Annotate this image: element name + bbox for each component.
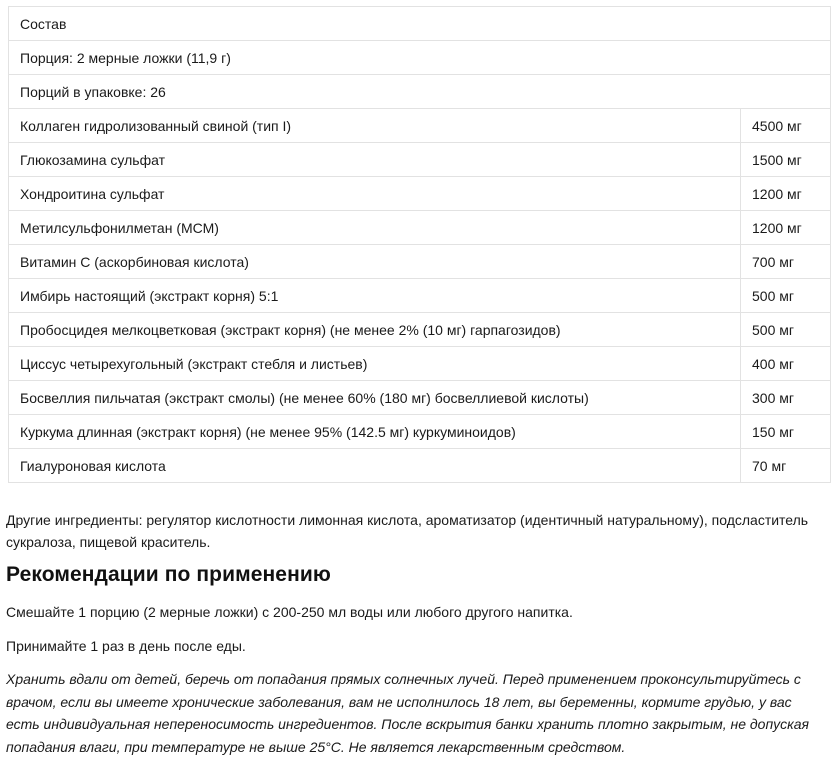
ingredient-amount: 500 мг — [741, 279, 831, 313]
composition-header-row — [9, 7, 831, 41]
storage-warning: Хранить вдали от детей, беречь от попадания прямых солнечных лучей. Перед применением проконсультируйтесь с врачом, если вы имеете хронические заболевания, вам не исполнилось 18 лет, вы беременны, кормите грудью, у вас есть индивидуальная непереносимость ингредиентов. После вскрытия банки хранить плотно закрытым, не допуская попадания влаги, при температуре не выше 25°С. Не является лекарственным средством. — [6, 671, 810, 755]
ingredient-name: Циссус четырехугольный (экстракт стебля и листьев) — [9, 347, 741, 381]
usage-step-frequency: Принимайте 1 раз в день после еды. — [6, 638, 246, 654]
ingredient-row — [9, 245, 831, 279]
ingredient-amount: 1200 мг — [741, 211, 831, 245]
ingredient-amount: 150 мг — [741, 415, 831, 449]
ingredient-name: Глюкозамина сульфат — [9, 143, 741, 177]
ingredient-name: Витамин С (аскорбиновая кислота) — [9, 245, 741, 279]
ingredient-amount: 700 мг — [741, 245, 831, 279]
ingredient-name: Пробосцидея мелкоцветковая (экстракт корня) (не менее 2% (10 мг) гарпагозидов) — [9, 313, 741, 347]
ingredient-row — [9, 109, 831, 143]
ingredient-name: Гиалуроновая кислота — [9, 449, 741, 483]
ingredient-name: Босвеллия пильчатая (экстракт смолы) (не менее 60% (180 мг) босвеллиевой кислоты) — [9, 381, 741, 415]
servings-per-pack-row — [9, 75, 831, 109]
ingredient-row — [9, 347, 831, 381]
ingredient-row — [9, 143, 831, 177]
composition-header: Состав — [9, 7, 831, 41]
ingredient-row — [9, 415, 831, 449]
ingredient-row — [9, 381, 831, 415]
ingredient-row — [9, 449, 831, 483]
recommendations-title: Рекомендации по применению — [6, 563, 331, 586]
ingredient-amount: 1500 мг — [741, 143, 831, 177]
ingredient-row — [9, 279, 831, 313]
ingredient-row — [9, 313, 831, 347]
ingredient-row — [9, 211, 831, 245]
ingredient-amount: 4500 мг — [741, 109, 831, 143]
other-ingredients: Другие ингредиенты: регулятор кислотности лимонная кислота, ароматизатор (идентичный натуральному), подсластитель сукралоза, пищевой краситель. — [6, 512, 809, 550]
ingredient-amount: 1200 мг — [741, 177, 831, 211]
ingredient-amount: 400 мг — [741, 347, 831, 381]
ingredient-amount: 300 мг — [741, 381, 831, 415]
serving-size: Порция: 2 мерные ложки (11,9 г) — [9, 41, 831, 75]
ingredient-name: Метилсульфонилметан (МСМ) — [9, 211, 741, 245]
ingredient-amount: 70 мг — [741, 449, 831, 483]
ingredient-name: Имбирь настоящий (экстракт корня) 5:1 — [9, 279, 741, 313]
ingredient-name: Хондроитина сульфат — [9, 177, 741, 211]
ingredient-name: Коллаген гидролизованный свиной (тип I) — [9, 109, 741, 143]
ingredient-row — [9, 177, 831, 211]
servings-per-pack: Порций в упаковке: 26 — [9, 75, 831, 109]
serving-row — [9, 41, 831, 75]
usage-step-mix: Смешайте 1 порцию (2 мерные ложки) с 200-250 мл воды или любого другого напитка. — [6, 604, 573, 620]
ingredient-name: Куркума длинная (экстракт корня) (не менее 95% (142.5 мг) куркуминоидов) — [9, 415, 741, 449]
composition-table — [8, 6, 831, 483]
ingredient-amount: 500 мг — [741, 313, 831, 347]
